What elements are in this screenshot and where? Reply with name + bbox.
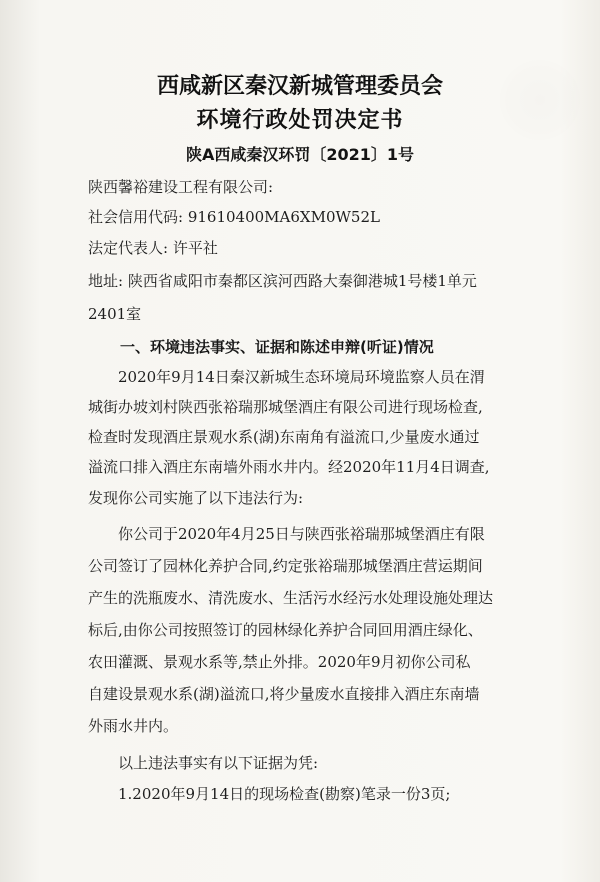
document-title-line2: 环境行政处罚决定书 xyxy=(196,108,404,133)
evidence-item-1: 1.2020年9月14日的现场检查(勘察)笔录一份3页; xyxy=(118,785,451,803)
paragraph2-line: 自建设景观水系(湖)溢流口,将少量废水直接排入酒庄东南墙 xyxy=(88,685,480,703)
paragraph1-line: 2020年9月14日秦汉新城生态环境局环境监察人员在渭 xyxy=(118,368,485,386)
document-number: 陕A西咸秦汉环罚〔2021〕1号 xyxy=(185,145,415,164)
party-address-line1: 地址: 陕西省咸阳市秦都区滨河西路大秦御港城1号楼1单元 xyxy=(88,272,477,290)
evidence-intro: 以上违法事实有以下证据为凭: xyxy=(118,754,319,772)
paragraph2-line: 外雨水井内。 xyxy=(88,717,179,735)
party-address-line2: 2401室 xyxy=(88,305,142,323)
paragraph1-line: 城街办坡刘村陕西张裕瑞那城堡酒庄有限公司进行现场检查, xyxy=(88,398,483,416)
document-title-line1: 西咸新区秦汉新城管理委员会 xyxy=(156,74,443,99)
party-credit-code: 社会信用代码: 91610400MA6XM0W52L xyxy=(88,208,380,226)
paragraph1-line: 检查时发现酒庄景观水系(湖)东南角有溢流口,少量废水通过 xyxy=(88,428,480,446)
paragraph2-line: 公司签订了园林化养护合同,约定张裕瑞那城堡酒庄营运期间 xyxy=(88,557,483,575)
party-company: 陕西馨裕建设工程有限公司: xyxy=(88,178,274,196)
section-heading: 一、环境违法事实、证据和陈述申辩(听证)情况 xyxy=(120,338,434,356)
paragraph2-line: 产生的洗瓶废水、清洗废水、生活污水经污水处理设施处理达 xyxy=(88,589,494,607)
paragraph2-line: 标后,由你公司按照签订的园林绿化养护合同回用酒庄绿化、 xyxy=(88,621,483,639)
paragraph1-line: 发现你公司实施了以下违法行为: xyxy=(88,489,304,507)
paragraph2-line: 农田灌溉、景观水系等,禁止外排。2020年9月初你公司私 xyxy=(88,653,471,671)
party-legal-representative: 法定代表人: 许平社 xyxy=(88,239,218,257)
paragraph1-line: 溢流口排入酒庄东南墙外雨水井内。经2020年11月4日调查, xyxy=(88,458,490,476)
paragraph2-line: 你公司于2020年4月25日与陕西张裕瑞那城堡酒庄有限 xyxy=(118,525,485,543)
